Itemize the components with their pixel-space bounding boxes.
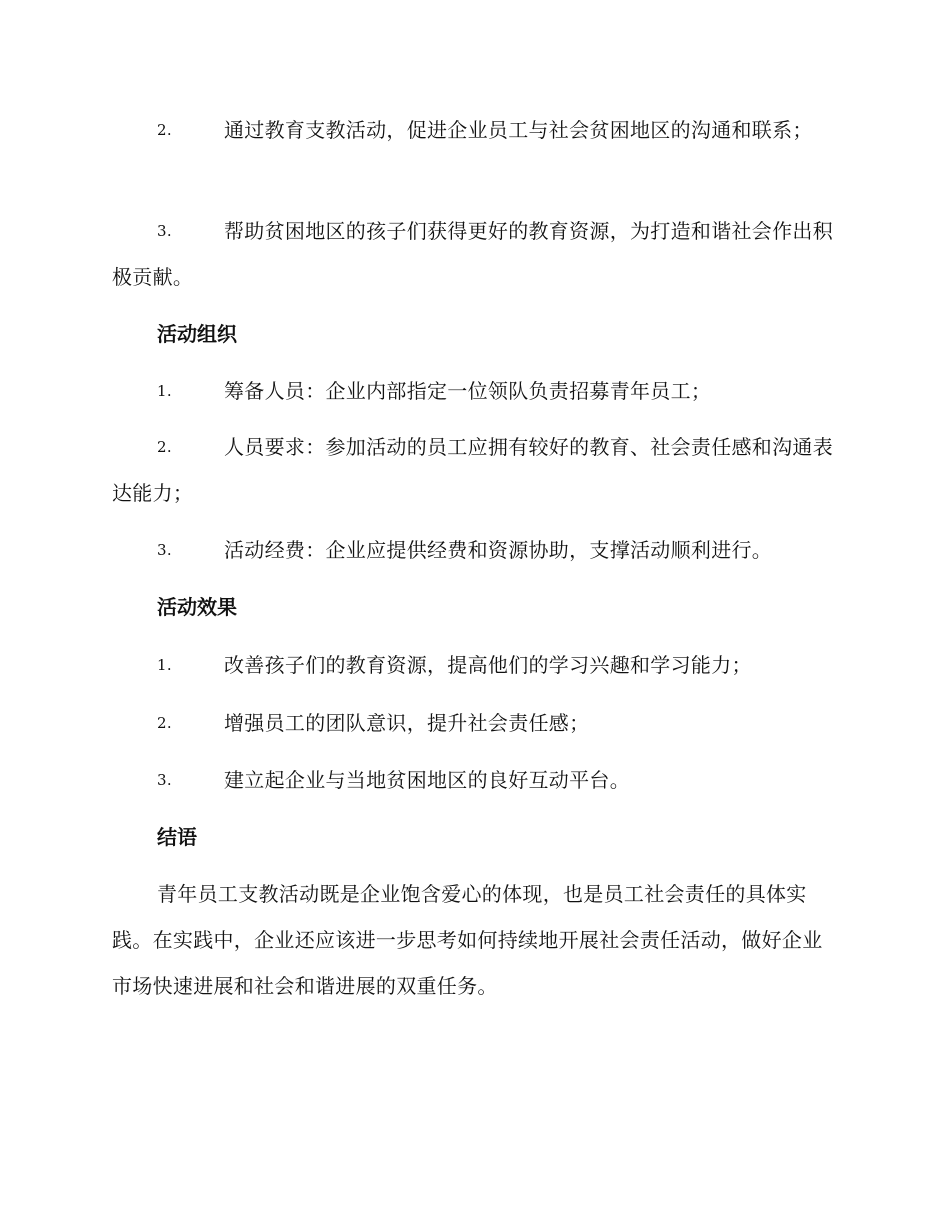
section-heading-conclusion: 结语 [157,825,197,849]
list-number: 2. [157,438,172,456]
list-number: 1. [157,656,172,674]
list-text: 人员要求：参加活动的员工应拥有较好的教育、社会责任感和沟通表达能力； [112,435,833,505]
list-number: 3. [157,222,172,240]
list-number: 2. [157,714,172,732]
list-text: 通过教育支教活动，促进企业员工与社会贫困地区的沟通和联系； [224,118,813,142]
list-item [112,527,834,573]
section-heading-effects: 活动效果 [157,595,237,619]
list-item [112,424,834,516]
list-text: 增强员工的团队意识，提升社会责任感； [224,711,590,735]
list-number: 3. [157,541,172,559]
list-item [112,757,834,803]
list-text: 建立起企业与当地贫困地区的良好互动平台。 [224,768,630,792]
list-text: 帮助贫困地区的孩子们获得更好的教育资源，为打造和谐社会作出积极贡献。 [112,219,833,289]
list-item [112,208,834,300]
list-item [112,107,834,153]
list-text: 改善孩子们的教育资源，提高他们的学习兴趣和学习能力； [224,653,752,677]
list-number: 2. [157,121,172,139]
list-number: 1. [157,382,172,400]
list-item [112,700,834,746]
list-text: 活动经费：企业应提供经费和资源协助，支撑活动顺利进行。 [224,538,773,562]
conclusion-paragraph: 青年员工支教活动既是企业饱含爱心的体现，也是员工社会责任的具体实践。在实践中，企业还应该进一步思考如何持续地开展社会责任活动，做好企业市场快速进展和社会和谐进展的双重任务。 [112,882,823,998]
list-item [112,642,834,688]
list-item [112,368,834,414]
list-text: 筹备人员：企业内部指定一位领队负责招募青年员工； [224,379,712,403]
list-number: 3. [157,771,172,789]
section-heading-organization: 活动组织 [157,322,237,346]
